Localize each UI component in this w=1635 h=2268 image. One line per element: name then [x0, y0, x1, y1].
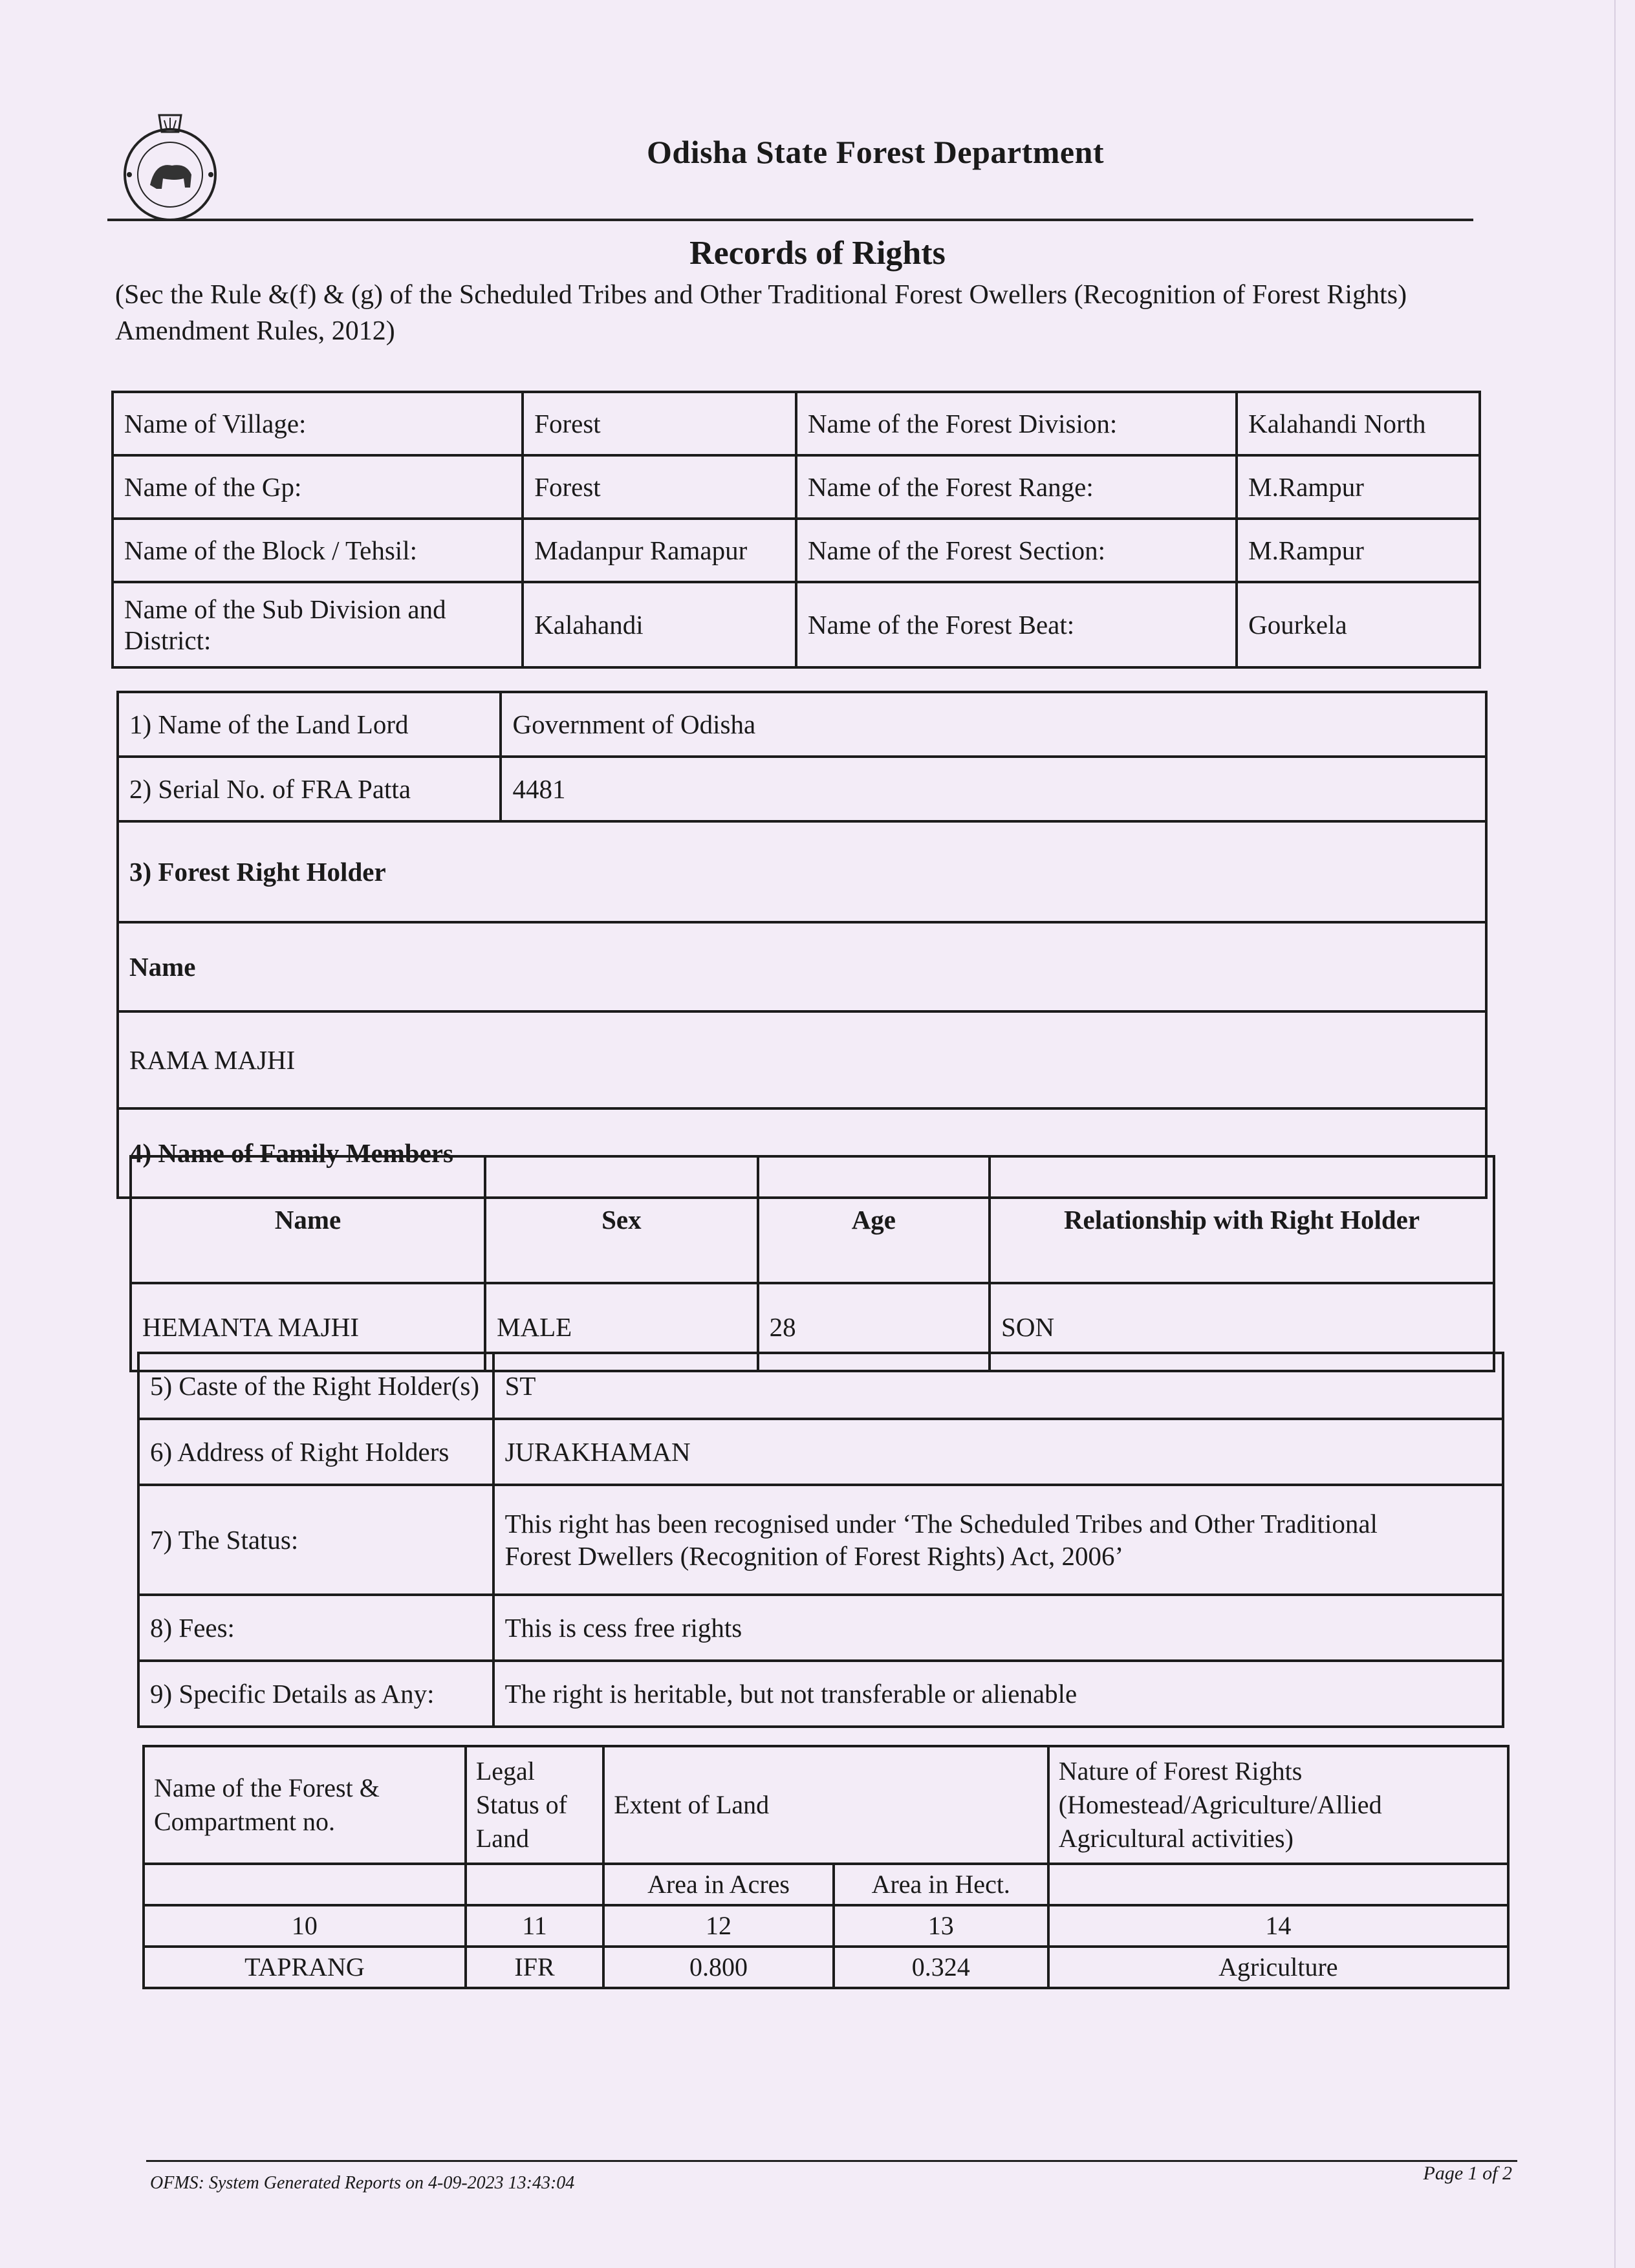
land-lord-value: Government of Odisha [501, 692, 1486, 757]
family-header-name: Name [131, 1156, 485, 1283]
footer-rule [146, 2160, 1517, 2162]
status-value [493, 1485, 1503, 1595]
location-row [113, 392, 1480, 455]
land-legal-status: IFR [466, 1947, 603, 1988]
family-member-name: HEMANTA MAJHI [131, 1283, 485, 1371]
serial-row [118, 757, 1486, 821]
land-header-forest: Name of the Forest & Compartment no. [144, 1746, 466, 1864]
land-col-number: 12 [603, 1905, 834, 1947]
location-value: Kalahandi [523, 582, 796, 667]
serial-value: 4481 [501, 757, 1486, 821]
land-forest-name: TAPRANG [144, 1947, 466, 1988]
family-heading: 4) Name of Family Members [118, 1108, 1486, 1198]
status-label: 7) The Status: [138, 1485, 493, 1595]
land-subheader-row [144, 1864, 1508, 1905]
land-header-extent: Extent of Land [603, 1746, 1048, 1864]
fees-label: 8) Fees: [138, 1595, 493, 1661]
location-row [113, 519, 1480, 582]
document-title: Records of Rights [689, 235, 946, 272]
land-header-acres: Area in Acres [603, 1864, 834, 1905]
family-member-sex: MALE [485, 1283, 758, 1371]
land-column-number-row [144, 1905, 1508, 1947]
odisha-emblem-icon [116, 109, 224, 225]
status-line-1: This right has been recognised under ‘The Scheduled Tribes and Other Traditional [504, 1509, 1378, 1539]
name-heading-row [118, 922, 1486, 1011]
holder-name: RAMA MAJHI [118, 1011, 1486, 1108]
status-line-2: Forest Dwellers (Recognition of Forest Rights) Act, 2006’ [504, 1541, 1124, 1571]
land-header-legal: Legal Status of Land [466, 1746, 603, 1864]
land-subheader-empty [144, 1864, 466, 1905]
location-label: Name of the Sub Division and District: [113, 582, 523, 667]
location-label: Name of the Forest Beat: [796, 582, 1237, 667]
family-header-sex: Sex [485, 1156, 758, 1283]
page-number: Page 1 of 2 [1423, 2163, 1512, 2184]
location-label: Name of the Forest Range: [796, 455, 1237, 519]
details-table [116, 691, 1488, 1199]
name-heading: Name [118, 922, 1486, 1011]
land-col-number: 11 [466, 1905, 603, 1947]
family-header-age: Age [758, 1156, 990, 1283]
family-member-age: 28 [758, 1283, 990, 1371]
status-row [138, 1485, 1503, 1595]
address-row [138, 1419, 1503, 1485]
address-value: JURAKHAMAN [493, 1419, 1503, 1485]
family-header-row [131, 1156, 1494, 1283]
address-label: 6) Address of Right Holders [138, 1419, 493, 1485]
location-label: Name of the Block / Tehsil: [113, 519, 523, 582]
page-edge [1614, 0, 1616, 2268]
location-value: M.Rampur [1237, 455, 1480, 519]
land-col-number: 14 [1048, 1905, 1508, 1947]
rights-details-table [137, 1352, 1504, 1728]
land-lord-label: 1) Name of the Land Lord [118, 692, 501, 757]
location-value: Kalahandi North [1237, 392, 1480, 455]
land-col-number: 10 [144, 1905, 466, 1947]
right-holder-heading-row [118, 821, 1486, 922]
location-label: Name of the Gp: [113, 455, 523, 519]
generated-report-note: OFMS: System Generated Reports on 4-09-2023 13:43:04 [150, 2173, 575, 2193]
family-table [129, 1155, 1495, 1372]
header-rule [107, 219, 1473, 221]
fees-value: This is cess free rights [493, 1595, 1503, 1661]
land-subheader-empty [466, 1864, 603, 1905]
right-holder-heading: 3) Forest Right Holder [118, 821, 1486, 922]
caste-label: 5) Caste of the Right Holder(s) [138, 1353, 493, 1419]
land-lord-row [118, 692, 1486, 757]
land-data-row [144, 1947, 1508, 1988]
caste-row [138, 1353, 1503, 1419]
location-value: Gourkela [1237, 582, 1480, 667]
specific-row [138, 1661, 1503, 1727]
location-value: Madanpur Ramapur [523, 519, 796, 582]
family-header-relation: Relationship with Right Holder [990, 1156, 1494, 1283]
holder-name-row [118, 1011, 1486, 1108]
land-area-acres: 0.800 [603, 1947, 834, 1988]
land-header-nature: Nature of Forest Rights (Homestead/Agriculture/Allied Agricultural activities) [1048, 1746, 1508, 1864]
document-subtitle: (Sec the Rule &(f) & (g) of the Scheduled Tribes and Other Traditional Forest Owellers (Recognition of Forest Rights) Amendment Rules, 2012) [115, 280, 1407, 346]
land-header-hect: Area in Hect. [834, 1864, 1048, 1905]
caste-value: ST [493, 1353, 1503, 1419]
fees-row [138, 1595, 1503, 1661]
location-label: Name of the Forest Section: [796, 519, 1237, 582]
serial-label: 2) Serial No. of FRA Patta [118, 757, 501, 821]
specific-value: The right is heritable, but not transferable or alienable [493, 1661, 1503, 1727]
department-title: Odisha State Forest Department [647, 134, 1105, 170]
location-table [111, 391, 1481, 669]
land-header-row [144, 1746, 1508, 1864]
land-nature: Agriculture [1048, 1947, 1508, 1988]
location-value: M.Rampur [1237, 519, 1480, 582]
location-value: Forest [523, 392, 796, 455]
location-label: Name of the Forest Division: [796, 392, 1237, 455]
location-value: Forest [523, 455, 796, 519]
land-col-number: 13 [834, 1905, 1048, 1947]
location-row [113, 582, 1480, 667]
land-area-hect: 0.324 [834, 1947, 1048, 1988]
land-subheader-empty [1048, 1864, 1508, 1905]
specific-label: 9) Specific Details as Any: [138, 1661, 493, 1727]
family-member-relation: SON [990, 1283, 1494, 1371]
location-label: Name of Village: [113, 392, 523, 455]
land-table [142, 1745, 1510, 1989]
location-row [113, 455, 1480, 519]
